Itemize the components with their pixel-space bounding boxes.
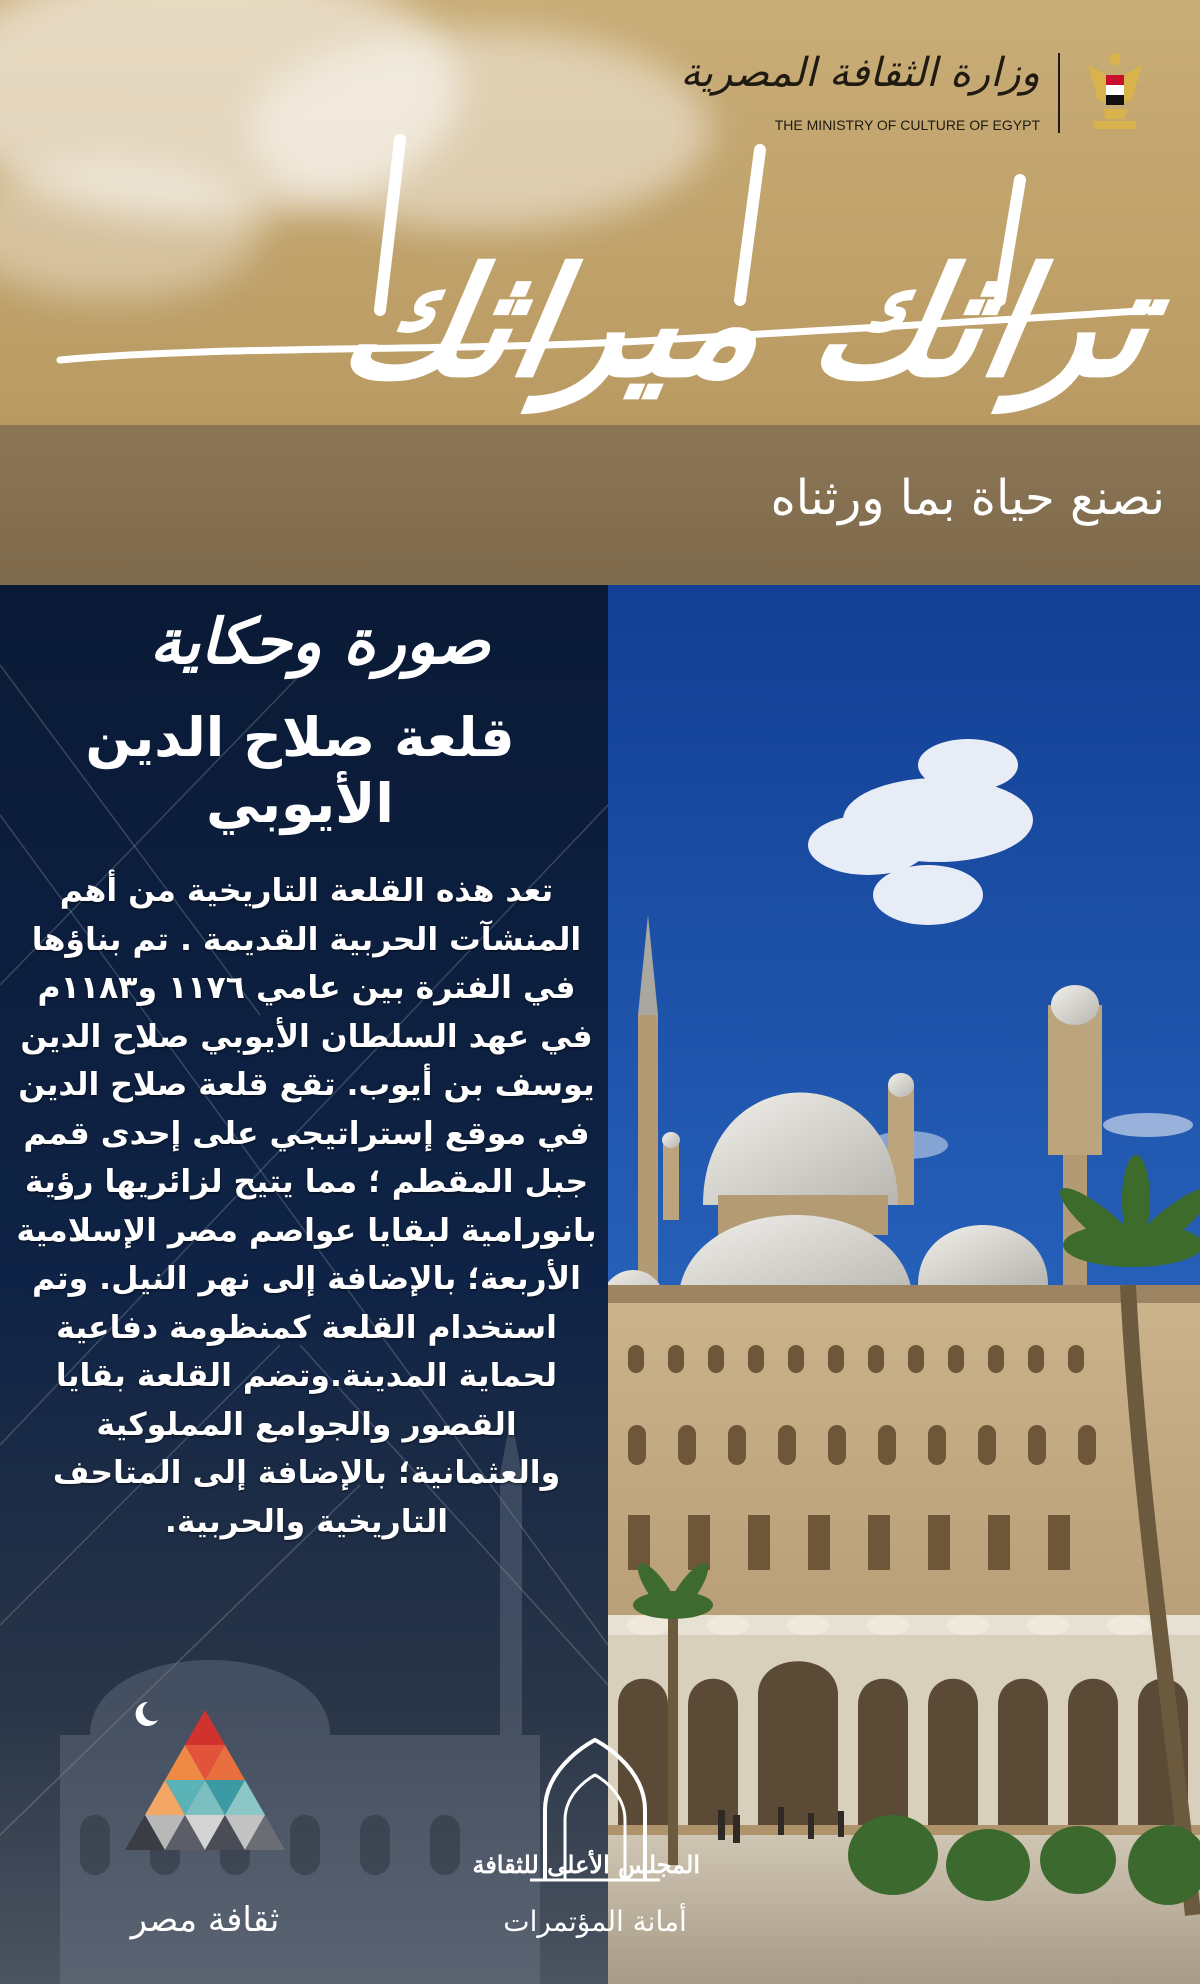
header-banner xyxy=(0,0,1200,425)
council-name: المجلس الأعلى للثقافة xyxy=(472,1850,700,1879)
council-subtitle: أمانة المؤتمرات xyxy=(503,1905,687,1938)
title-script-text: تراثك ميراثك xyxy=(329,235,1166,411)
ministry-name-ar: وزارة الثقافة المصرية xyxy=(680,50,1040,96)
thaqafa-misr-logo xyxy=(100,1690,310,1950)
content-area xyxy=(0,585,1200,1984)
ministry-name-en: THE MINISTRY OF CULTURE OF EGYPT xyxy=(774,117,1040,133)
council-logo xyxy=(472,1735,700,1975)
slogan-text: نصنع حياة بما ورثناه xyxy=(770,470,1165,526)
campaign-title xyxy=(40,120,1170,420)
article-body: تعد هذه القلعة التاريخية من أهم المنشآت الحربية القديمة . تم بناؤها في الفترة بين عامي ١١٧٦ و١١٨٣م في عهد السلطان الأيوبي صلاح الدين يوسف بن أيوب. تقع قلعة صلاح الدين في موقع إستراتيجي على إحدى قمم جبل المقطم ؛ مما يتيح لزائريها رؤية بانورامية لبقايا عواصم مصر الإسلامية الأربعة؛ بالإضافة إلى نهر النيل. وتم استخدام القلعة كمنظومة دفاعية لحماية المدينة.وتضم القلعة بقايا القصور والجوامع المملوكية والعثمانية؛ بالإضافة إلى المتاحف التاريخية والحربية. xyxy=(16,873,597,1540)
thaqafa-misr-label: ثقافة مصر xyxy=(130,1900,280,1940)
triangle-mosaic-logo-icon xyxy=(100,1690,310,1900)
article-headline: قلعة صلاح الدين الأيوبي xyxy=(85,706,515,835)
section-title: صورة وحكاية xyxy=(149,605,491,678)
slogan-band xyxy=(0,425,1200,585)
